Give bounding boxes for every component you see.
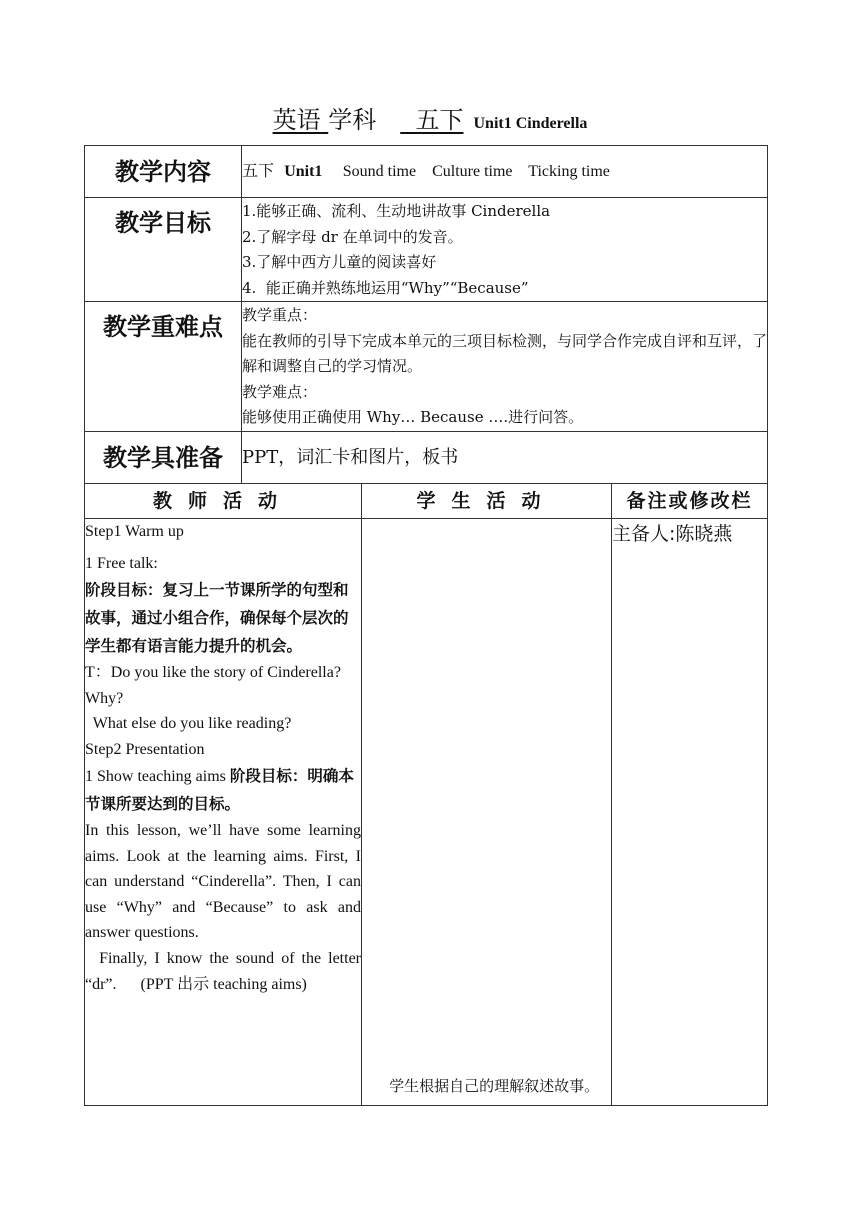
goal-item: 2.了解字母 dr 在单词中的发音。 [242, 227, 463, 246]
stage-goal-2: 阶段目标：明确本节课所要达到的目标。 [85, 767, 354, 813]
header-teacher-activity: 教师活动 [85, 484, 362, 519]
remark-cell [612, 519, 768, 1106]
value-materials: PPT，词汇卡和图片，板书 [242, 432, 768, 484]
header-remark: 备注或修改栏 [612, 484, 768, 519]
key-title: 教学重点： [242, 306, 318, 324]
row-goals [85, 198, 768, 302]
teacher-question-1: T：Do you like the story of Cinderella? [85, 664, 341, 681]
title-subject-suffix: 学科 [328, 106, 377, 134]
student-activity-cell [362, 519, 612, 1106]
row-keypoints [85, 302, 768, 432]
aims-text: In this lesson, we’ll have some learning aims. Look at the learning aims. First, I can understand “Cinderella”. Then, I can use “Why” and “Because” to ask and answer questions. [85, 822, 361, 942]
goal-item: 1.能够正确、流利、生动地讲故事 Cinderella [242, 202, 551, 220]
step1-heading: Step1 Warm up [85, 523, 184, 540]
goal-item: 4. 能正确并熟练地运用“Why”“Because” [242, 278, 529, 297]
lesson-plan-table [84, 145, 768, 1106]
step2-heading: Step2 Presentation [85, 740, 205, 758]
title-unit: Unit1 Cinderella [473, 115, 588, 132]
label-keypoints: 教学重难点 [85, 302, 242, 432]
teacher-question-3: What else do you like reading? [85, 715, 292, 732]
row-content [85, 146, 768, 198]
finally-text: Finally, I know the sound of the letter “dr”. (PPT 出示 teaching aims) [85, 949, 366, 993]
teacher-question-2: Why? [85, 689, 124, 707]
value-goals [242, 198, 768, 302]
preparer: 主备人:陈晓燕 [612, 523, 733, 545]
content-unit: Unit1 [284, 163, 323, 181]
row-activity-headers [85, 484, 768, 519]
row-materials [85, 432, 768, 484]
difficulty-title: 教学难点： [242, 382, 318, 401]
title-grade: 五下 [415, 106, 464, 134]
show-aims: 1 Show teaching aims [85, 768, 230, 785]
label-materials: 教学具准备 [85, 432, 242, 484]
goal-item: 3.了解中西方儿童的阅读喜好 [242, 253, 437, 271]
label-goals: 教学目标 [85, 198, 242, 302]
value-keypoints [242, 302, 768, 432]
stage-goal-1: 阶段目标：复习上一节课所学的句型和故事，通过小组合作，确保每个层次的学生都有语言能力提升的机会。 [85, 581, 349, 655]
row-activities [85, 519, 768, 1106]
page-title [0, 104, 860, 140]
teacher-activity-cell [85, 519, 366, 1106]
content-grade: 五下 [242, 161, 275, 181]
header-student-activity: 学生活动 [362, 484, 612, 519]
student-note: 学生根据自己的理解叙述故事。 [370, 1077, 600, 1095]
title-subject: 英语 [272, 106, 321, 134]
label-content: 教学内容 [85, 146, 242, 198]
difficulty-text: 能够使用正确使用 Why… Because ….进行问答。 [242, 408, 584, 426]
content-parts: Sound time Culture time Ticking time [342, 163, 610, 181]
value-content [242, 146, 768, 198]
free-talk: 1 Free talk: [85, 554, 158, 572]
key-text: 能在教师的引导下完成本单元的三项目标检测，与同学合作完成自评和互评，了解和调整自己的学习情况。 [242, 331, 768, 375]
show-aims-line [85, 762, 361, 818]
